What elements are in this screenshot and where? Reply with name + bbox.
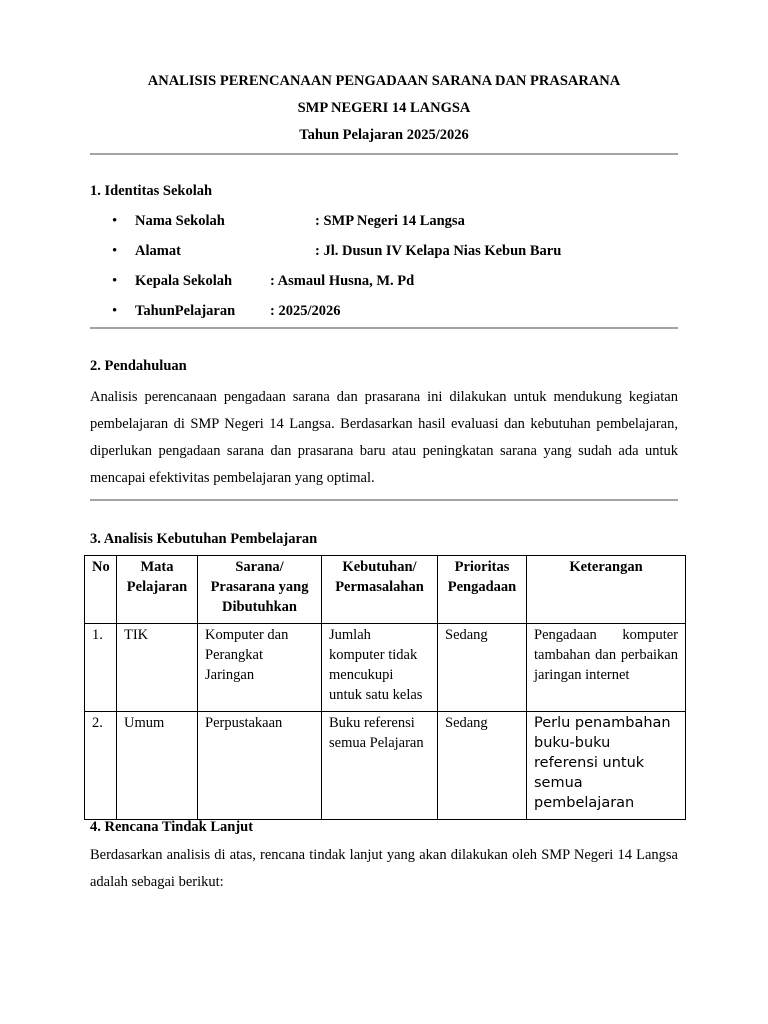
table-header-row [85,556,686,624]
identity-value: : Asmaul Husna, M. Pd [270,273,415,289]
column-header: Mata Pelajaran [117,556,198,624]
table-cell: Sedang [438,712,527,820]
list-item [90,271,678,301]
identity-label: Alamat [135,243,181,259]
identity-label: TahunPelajaran [135,303,236,319]
column-header: Keterangan [527,556,686,624]
column-header: Kebutuhan/ Permasalahan [322,556,438,624]
needs-table [84,555,686,820]
bullet-icon: • [112,213,118,229]
identity-value: : Jl. Dusun IV Kelapa Nias Kebun Baru [315,243,562,259]
identity-value: : SMP Negeri 14 Langsa [315,213,465,229]
school-name-title: SMP NEGERI 14 LANGSA [297,100,471,116]
needs-table-wrapper [90,555,678,811]
table-cell: Perlu penambahan buku-buku referensi untuk semua pembelajaran [527,712,686,820]
table-cell: Umum [117,712,198,820]
table-cell: TIK [117,624,198,712]
bullet-icon: • [112,273,118,289]
introduction-paragraph: Analisis perencanaan pengadaan sarana dan prasarana ini dilakukan untuk mendukung kegiatan pembelajaran di SMP Negeri 14 Langsa. Berdasarkan hasil evaluasi dan kebutuhan pembelajaran, diperlukan pengadaan sarana dan prasarana baru atau peningkatan sarana yang sudah ada untuk mencapai efektivitas pembelajaran yang optimal. [90,389,678,486]
column-header: No [85,556,117,624]
identity-list [90,211,678,331]
document-title: ANALISIS PERENCANAAN PENGADAAN SARANA DAN PRASARANA [147,73,621,89]
divider [90,499,678,501]
bullet-icon: • [112,243,118,259]
table-cell: Perpustakaan [198,712,322,820]
table-cell: Buku referensi semua Pelajaran [322,712,438,820]
section-2-heading: 2. Pendahuluan [90,358,187,374]
table-cell: Pengadaan komputer tambahan dan perbaikan jaringan internet [527,624,686,712]
section-4-heading: 4. Rencana Tindak Lanjut [90,819,254,835]
document-page [90,0,678,896]
table-row [85,712,686,820]
table-cell: 2. [85,712,117,820]
identity-label: Nama Sekolah [135,213,225,229]
academic-year-title: Tahun Pelajaran 2025/2026 [299,127,469,143]
identity-label: Kepala Sekolah [135,273,233,289]
divider [90,153,678,155]
table-cell: Sedang [438,624,527,712]
column-header: Prioritas Pengadaan [438,556,527,624]
table-cell: Komputer dan Perangkat Jaringan [198,624,322,712]
list-item [90,241,678,271]
list-item [90,211,678,241]
identity-value: : 2025/2026 [270,303,341,319]
table-cell: Jumlah komputer tidak mencukupi untuk satu kelas [322,624,438,712]
section-3-heading: 3. Analisis Kebutuhan Pembelajaran [90,531,318,547]
section-1-heading: 1. Identitas Sekolah [90,183,213,199]
table-cell: 1. [85,624,117,712]
follow-up-paragraph: Berdasarkan analisis di atas, rencana tindak lanjut yang akan dilakukan oleh SMP Negeri 14 Langsa adalah sebagai berikut: [90,847,678,890]
list-item [90,301,678,331]
table-row [85,624,686,712]
bullet-icon: • [112,303,118,319]
column-header: Sarana/ Prasarana yang Dibutuhkan [198,556,322,624]
